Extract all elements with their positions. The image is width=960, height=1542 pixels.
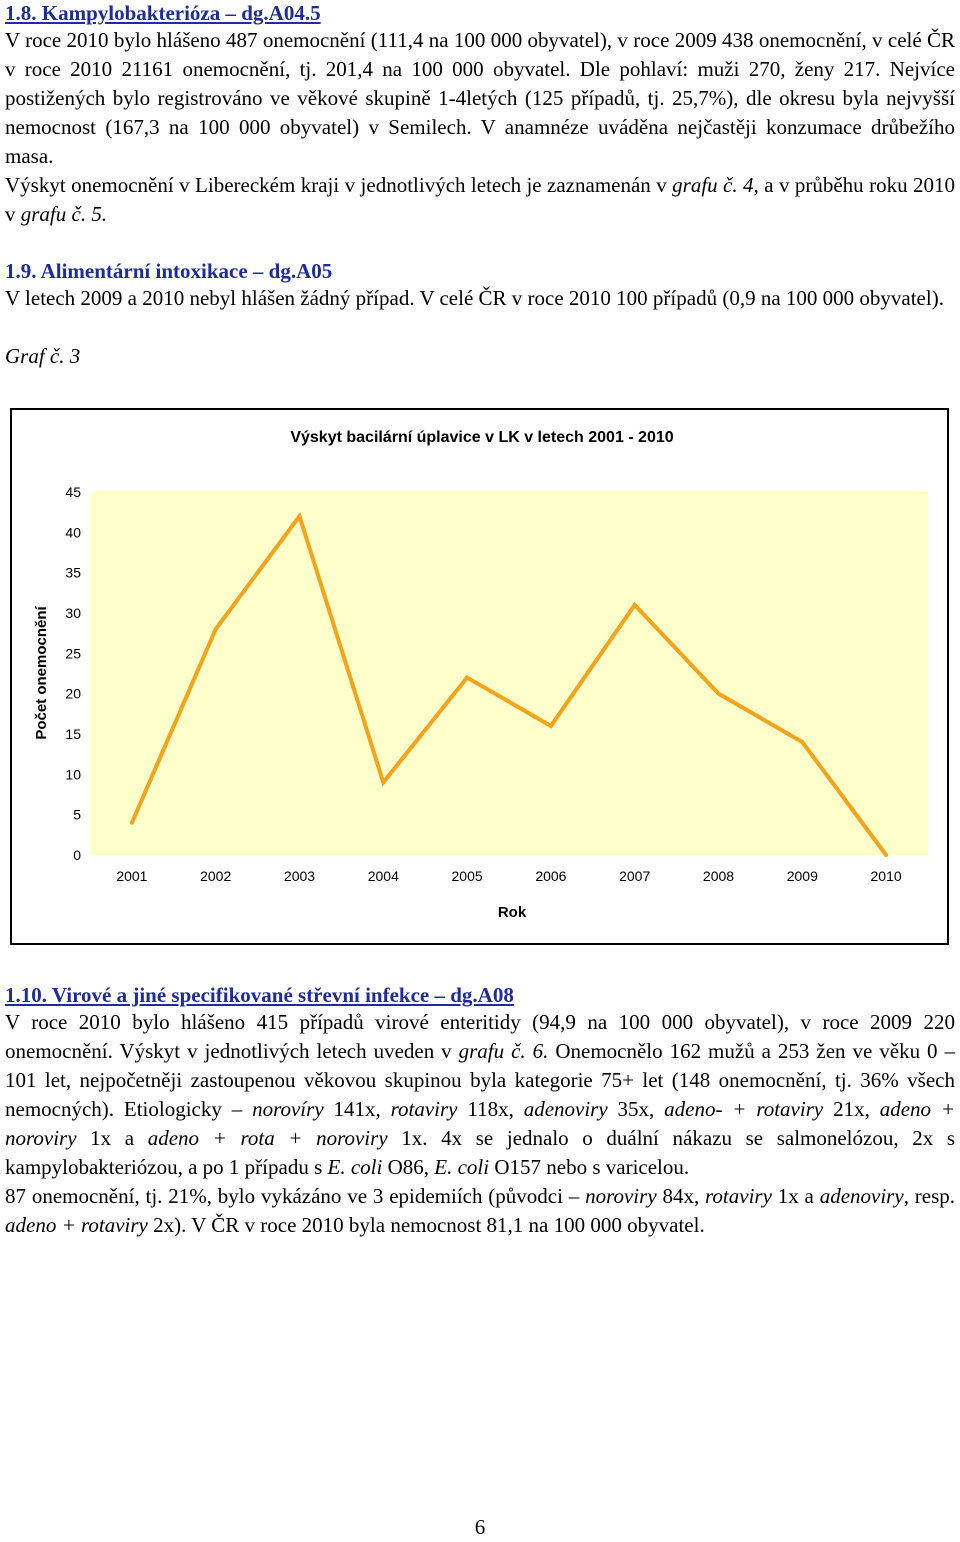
y-tick-label: 15	[65, 726, 81, 742]
data-point	[633, 603, 637, 607]
y-tick-label: 25	[65, 645, 81, 662]
text-run: 1x a	[771, 1184, 820, 1208]
pathogen-name: E. coli	[327, 1155, 383, 1179]
graf-6-reference: grafu č. 6.	[458, 1039, 549, 1063]
x-tick-label: 2010	[870, 868, 902, 884]
pathogen-name: rotaviry	[705, 1184, 772, 1208]
x-tick-label: 2004	[367, 868, 399, 884]
text-run: a v průběhu roku 2010 v	[5, 173, 955, 226]
text-run: 35x,	[607, 1097, 665, 1121]
text-run: O157 nebo s varicelou.	[489, 1155, 690, 1179]
data-point	[717, 692, 721, 696]
text-run: 2x). V ČR v roce 2010 byla nemocnost 81,1 na 100 000 obyvatel.	[147, 1213, 705, 1237]
kampylobakterioza-graf-reference	[5, 171, 955, 229]
pathogen-name: E. coli	[434, 1155, 490, 1179]
section-110	[5, 982, 955, 1240]
y-axis-label: Počet onemocnění	[33, 606, 50, 740]
alimentarni-intoxikace-paragraph: V letech 2009 a 2010 nebyl hlášen žádný případ. V celé ČR v roce 2010 100 případů (0,9 na 100 000 obyvatel).	[5, 286, 944, 310]
y-tick-label: 5	[73, 806, 81, 823]
pathogen-name: adeno + rotaviry	[5, 1213, 148, 1237]
line-chart	[12, 410, 947, 943]
virove-infekce-paragraph-1	[5, 1008, 955, 1182]
pathogen-name: adenoviry	[819, 1184, 904, 1208]
section-heading-virove-infekce: 1.10. Virové a jiné specifikované střevní infekce – dg.A08	[5, 983, 514, 1007]
pathogen-name: noroviry	[585, 1184, 657, 1208]
data-point	[549, 724, 553, 728]
x-tick-label: 2001	[116, 868, 148, 884]
x-tick-label: 2003	[283, 868, 316, 884]
text-run: Výskyt onemocnění v Libereckém kraji v jednotlivých letech je zaznamenán v	[5, 173, 673, 197]
data-point	[130, 821, 134, 825]
section-heading-alimentarni-intoxikace: 1.9. Alimentární intoxikace – dg.A05	[5, 259, 333, 283]
text-run: 1x. 4x se jednalo o duální nákazu se salmonelózou, 2x s kampylobakteriózou, a po 1 případu s	[5, 1126, 955, 1179]
pathogen-name: norovíry	[252, 1097, 324, 1121]
text-run: 84x,	[656, 1184, 706, 1208]
text-run: Onemocnělo 162 mužů a 253 žen ve věku 0 – 101 let, nejpočetněji zastoupenou věkovou skupinou byla kategorie 75+ let (148 onemocnění, tj. 36% všech nemocných). Etiologicky –	[5, 1039, 955, 1121]
text-run: , resp.	[903, 1184, 955, 1208]
pathogen-name: adeno + noroviry	[5, 1097, 956, 1150]
x-tick-label: 2002	[200, 868, 232, 884]
y-tick-label: 20	[65, 685, 81, 702]
y-tick-label: 30	[65, 605, 81, 621]
y-tick-labels	[65, 484, 81, 863]
text-run: V roce 2010 bylo hlášeno 415 případů virové enteritidy (94,9 na 100 000 obyvatel), v roce 2009 220 onemocnění. Výskyt v jednotlivých letech uveden v	[5, 1010, 955, 1063]
y-tick-label: 35	[65, 564, 81, 581]
x-tick-labels	[116, 868, 902, 884]
data-point	[465, 676, 469, 680]
x-tick-label: 2007	[619, 868, 651, 884]
pathogen-name: rotaviry	[390, 1097, 458, 1121]
pathogen-name: adeno- + rotaviry	[664, 1097, 824, 1121]
section-heading-kampylobakterioza: 1.8. Kampylobakterióza – dg.A04.5	[5, 1, 321, 25]
data-point	[800, 740, 804, 744]
graf-label: Graf č. 3	[5, 344, 81, 368]
text-run: 1x a	[76, 1126, 148, 1150]
y-tick-label: 0	[73, 847, 81, 863]
chart-title: Výskyt bacilární úplavice v LK v letech 2001 - 2010	[290, 429, 674, 446]
x-tick-label: 2009	[786, 868, 818, 884]
x-tick-label: 2006	[535, 868, 567, 884]
y-tick-label: 45	[65, 484, 81, 500]
data-point	[214, 627, 218, 631]
document-page	[5, 0, 955, 375]
text-run: 118x,	[457, 1097, 524, 1121]
plot-area	[90, 492, 928, 855]
graf-5-reference: grafu č. 5.	[20, 202, 108, 226]
y-tick-label: 10	[65, 766, 81, 783]
graf-4-reference: grafu č. 4,	[672, 173, 759, 197]
x-tick-label: 2008	[702, 868, 735, 884]
text-run: O86,	[382, 1155, 435, 1179]
text-run: 141x,	[323, 1097, 391, 1121]
pathogen-name: adeno + rota + noroviry	[147, 1126, 388, 1150]
text-run: 21x,	[823, 1097, 880, 1121]
data-point	[884, 853, 888, 857]
page-number: 6	[474, 1515, 486, 1539]
virove-infekce-paragraph-2	[5, 1182, 955, 1240]
text-run: 87 onemocnění, tj. 21%, bylo vykázáno ve 3 epidemiích (původci –	[5, 1184, 586, 1208]
y-tick-label: 40	[65, 524, 81, 541]
chart-frame	[10, 408, 949, 945]
x-tick-label: 2005	[451, 868, 483, 884]
data-point	[298, 514, 302, 518]
x-axis-label: Rok	[497, 904, 527, 921]
kampylobakterioza-paragraph: V roce 2010 bylo hlášeno 487 onemocnění (111,4 na 100 000 obyvatel), v roce 2009 438 onemocnění, v celé ČR v roce 2010 21161 onemocnění, tj. 201,4 na 100 000 obyvatel. Dle pohlaví: muži 270, ženy 217. Nejvíce postižených bylo registrováno ve věkové skupině 1-4letých (125 případů, tj. 25,7%), dle okresu byla nejvyšší nemocnost (167,3 na 100 000 obyvatel) v Semilech. V anamnéze uváděna nejčastěji konzumace drůbežího masa.	[5, 28, 955, 168]
pathogen-name: adenoviry	[523, 1097, 608, 1121]
data-point	[381, 780, 385, 784]
